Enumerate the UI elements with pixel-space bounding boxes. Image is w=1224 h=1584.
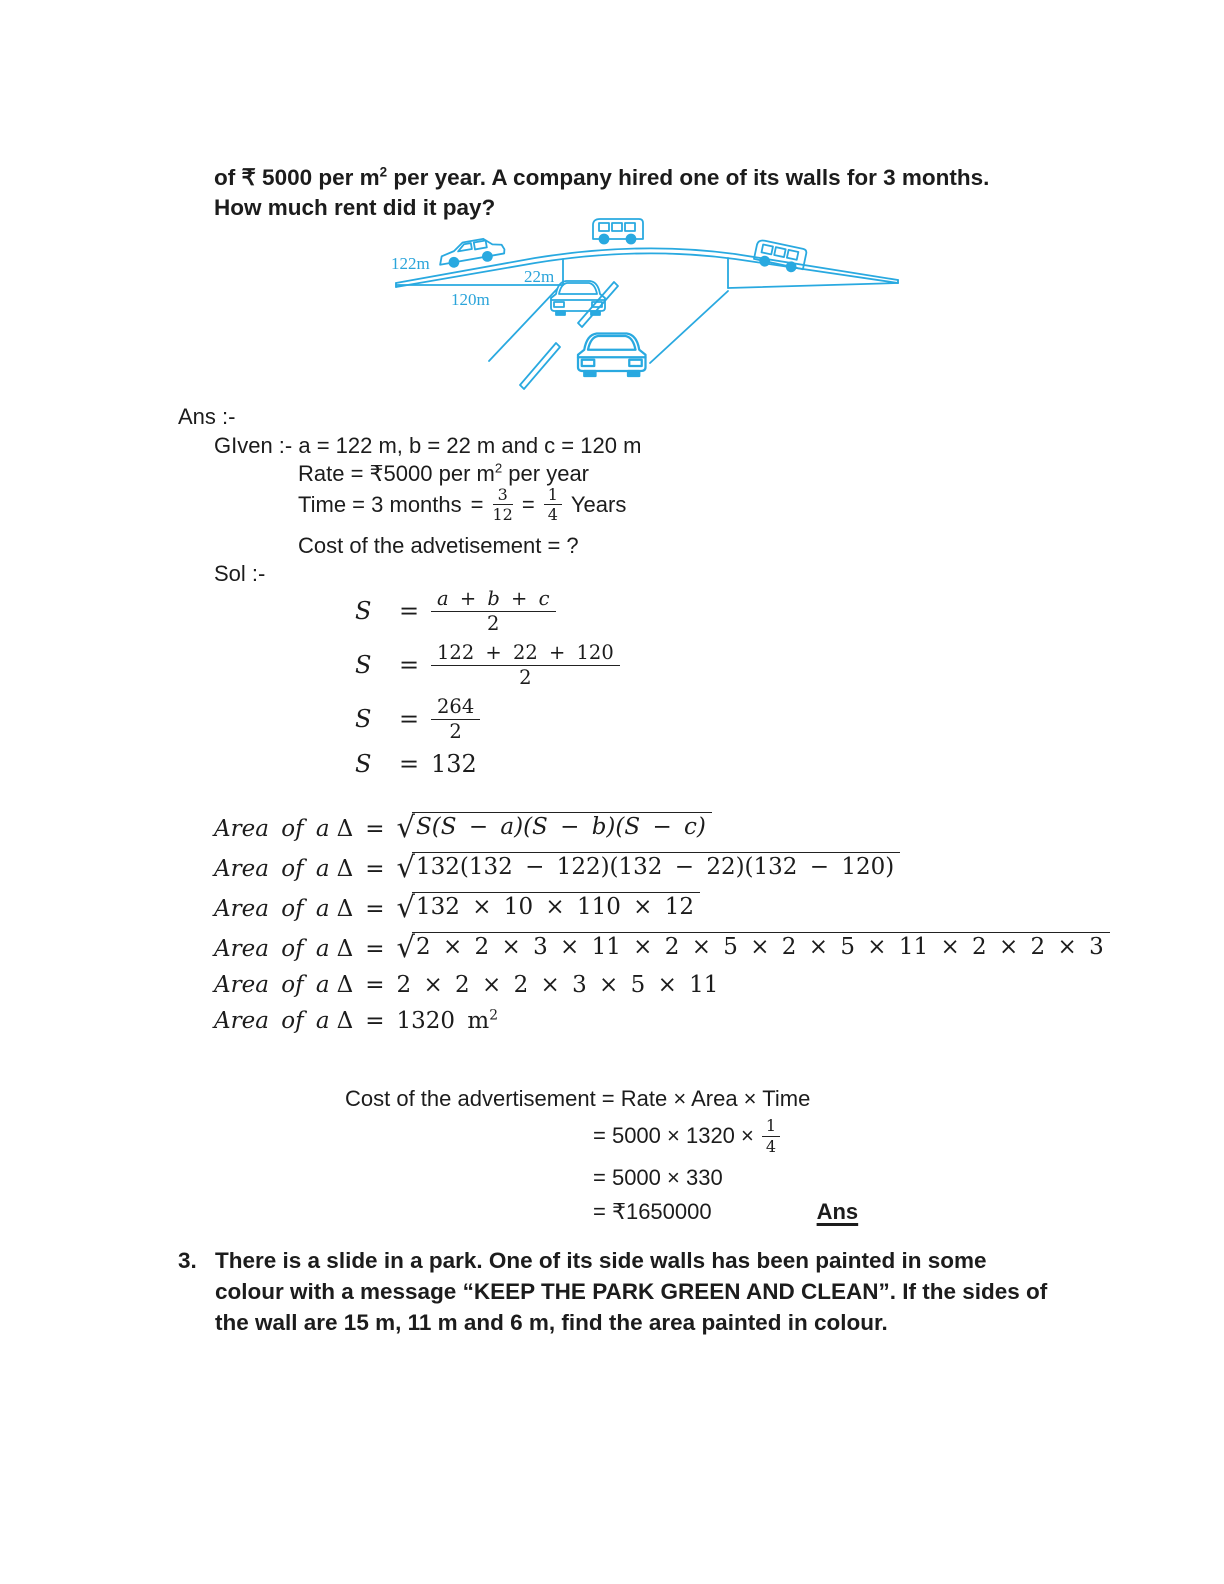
fraction-denominator: 2 [449,720,462,743]
question-number: 3. [178,1248,197,1273]
equation-row [355,586,620,636]
bus-icon [593,219,643,244]
area-result-superscript: 2 [489,1007,498,1024]
equation-row [214,972,1110,1008]
question-3 [178,1245,1058,1338]
delta-symbol: Δ [336,936,354,962]
fraction-numerator: 122 + 22 + 120 [431,642,620,666]
problem-superscript: 2 [379,164,388,179]
flyover-diagram [385,203,905,398]
equation-lhs: Area of a [214,972,330,998]
equals-sign: = [398,651,420,679]
delta-symbol: Δ [336,1008,354,1034]
equation-value: 2 × 2 × 2 × 3 × 5 × 11 [396,972,719,998]
equals-sign: = [521,491,535,517]
delta-symbol: Δ [336,816,354,842]
cost-step-line: = 5000 × 330 [593,1165,723,1190]
fraction-denominator: 12 [492,505,513,525]
cost-result-line [593,1198,858,1226]
cost-question: Cost of the advetisement = ? [298,533,579,558]
equals-sign: = [398,597,420,625]
delta-symbol: Δ [336,972,354,998]
square-root [396,930,1110,964]
sol-heading: Sol :- [214,561,266,586]
equation-lhs: S [355,705,372,733]
problem-text-post: per year. A company hired one of its walls for 3 months. How much rent did it pay? [214,164,990,220]
fraction-denominator: 2 [487,612,500,635]
fraction-3-12 [493,486,513,524]
equals-sign: = [365,856,385,882]
radical-sign: √ [396,810,416,844]
equation-row [214,892,1110,932]
fraction [431,696,480,742]
fraction-denominator: 4 [765,1136,777,1156]
rate-line [298,460,589,488]
question-text: There is a slide in a park. One of its side walls has been painted in some colour with a message “KEEP THE PARK GREEN AND CLEAN”. If the sides of the wall are 15 m, 11 m and 6 m, find the area painted in colour. [215,1248,1048,1335]
equation-lhs: S [355,597,372,625]
given-line: GIven :- a = 122 m, b = 22 m and c = 120 m [214,433,642,458]
fraction [431,642,620,688]
radical-sign: √ [396,850,416,884]
equation-lhs: Area of a [214,856,330,882]
equation-row [214,812,1110,852]
radical-sign: √ [396,930,416,964]
equation-value: 132 [431,750,477,778]
fraction-denominator: 4 [547,505,558,525]
equation-lhs: Area of a [214,936,330,962]
height-dimension-label: 22m [524,267,555,286]
equation-lhs: S [355,750,372,778]
radical-sign: √ [396,890,416,924]
time-text: Time = 3 months [298,491,462,517]
problem-text-pre: of ₹ 5000 per m [214,164,380,190]
fraction-numerator: 1 [544,486,562,505]
equation-row [214,1008,1110,1044]
equals-sign: = [365,936,385,962]
square-root [396,890,701,924]
equation-row [214,932,1110,972]
square-root [396,810,712,844]
equation-value [397,1008,498,1034]
equals-sign: = [398,705,420,733]
equation-row [355,640,620,690]
equals-sign: = [365,1008,385,1034]
equals-sign: = [365,972,385,998]
equation-row [355,694,620,744]
cost-step-line [593,1113,858,1159]
cost-step-text: = 5000 × 1320 × [593,1123,754,1148]
equation-lhs: S [355,651,372,679]
fraction-1-4 [544,486,562,524]
cost-formula-line: Cost of the advertisement = Rate × Area × Time [345,1086,811,1111]
fraction-numerator: 1 [762,1117,780,1136]
radicand: 2 × 2 × 3 × 11 × 2 × 5 × 2 × 5 × 11 × 2 × 2 × 3 [412,932,1110,960]
equation-row [214,852,1110,892]
car-front-icon [578,334,646,377]
area-steps [214,812,1110,1044]
equation-row [355,748,620,780]
time-line [298,486,626,524]
base-dimension-label: 120m [451,290,490,309]
area-result: 1320 m [396,1008,490,1034]
bus-icon [753,239,807,273]
fraction [431,588,556,634]
equation-lhs: Area of a [214,1008,330,1034]
cost-calculation [345,1085,858,1226]
equals-sign: = [398,750,420,778]
fraction-1-4 [762,1117,780,1155]
equals-sign: = [365,896,385,922]
cost-result: = ₹1650000 [593,1199,712,1224]
equals-sign: = [470,491,484,517]
fraction-numerator: 264 [431,696,480,720]
fraction-denominator: 2 [519,666,532,689]
square-root [396,850,901,884]
rate-text-pre: Rate = ₹5000 per m [298,461,495,486]
delta-symbol: Δ [336,856,354,882]
flyover-diagram-svg [385,203,905,393]
radicand: 132 × 10 × 110 × 12 [412,892,700,920]
time-units: Years [570,491,627,517]
radicand: S(S − a)(S − b)(S − c) [412,812,712,840]
fraction-numerator: 3 [493,486,513,505]
bridge-deck [396,248,898,287]
delta-symbol: Δ [336,896,354,922]
equals-sign: = [365,816,385,842]
radicand: 132(132 − 122)(132 − 22)(132 − 120) [412,852,900,880]
fraction-numerator: a + b + c [431,588,556,612]
car-side-icon [437,236,506,270]
rate-text-post: per year [502,461,590,486]
ans-badge: Ans [816,1199,859,1224]
slope-dimension-label: 122m [391,254,430,273]
equation-lhs: Area of a [214,896,330,922]
lane-stripe [520,343,560,389]
semi-perimeter-steps [355,586,620,784]
rate-superscript: 2 [494,460,503,476]
ans-heading: Ans :- [178,404,236,429]
equation-lhs: Area of a [214,816,330,842]
